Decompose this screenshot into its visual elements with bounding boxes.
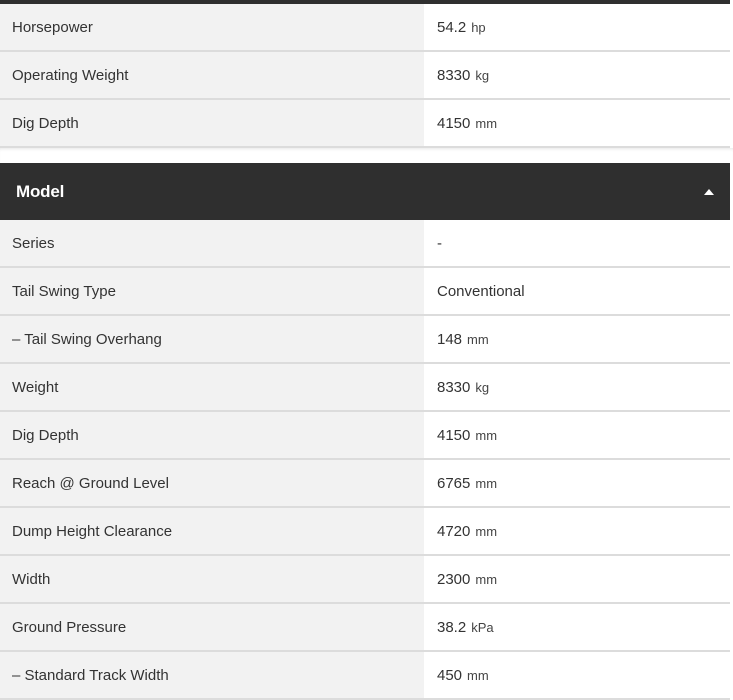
- spec-value-cell: [424, 364, 730, 410]
- spec-label: Series: [0, 220, 424, 266]
- spec-unit: mm: [467, 667, 489, 683]
- spec-value-cell: [424, 316, 730, 362]
- spec-value-cell: [424, 508, 730, 554]
- table-row: [0, 100, 730, 148]
- spec-value: 450: [437, 666, 463, 684]
- model-section-toggle[interactable]: [0, 163, 730, 220]
- spec-label: Tail Swing Type: [0, 268, 424, 314]
- table-row: [0, 364, 730, 412]
- spec-value: 6765: [437, 474, 471, 492]
- spec-label: Ground Pressure: [0, 604, 424, 650]
- caret-up-icon: [704, 189, 714, 195]
- spec-unit: hp: [471, 19, 486, 35]
- spec-label: Width: [0, 556, 424, 602]
- spec-value: 8330: [437, 66, 471, 84]
- spec-label: Horsepower: [0, 4, 424, 50]
- spec-label: Dig Depth: [0, 412, 424, 458]
- spec-value-cell: [424, 604, 730, 650]
- spec-value-cell: [424, 268, 730, 314]
- spec-value: 4150: [437, 114, 471, 132]
- spec-value-cell: [424, 556, 730, 602]
- spec-unit: mm: [475, 523, 498, 539]
- spec-unit: kg: [475, 67, 490, 83]
- spec-unit: kg: [475, 379, 490, 395]
- spec-value: Conventional: [437, 282, 525, 300]
- spec-value: 8330: [437, 378, 471, 396]
- spec-label: Operating Weight: [0, 52, 424, 98]
- spec-value-cell: [424, 412, 730, 458]
- spec-unit: mm: [475, 115, 498, 131]
- table-row: [0, 460, 730, 508]
- spec-value-cell: [424, 460, 730, 506]
- table-row: [0, 556, 730, 604]
- spec-label: Dig Depth: [0, 100, 424, 146]
- spec-value-cell: [424, 220, 730, 266]
- spec-label: Dump Height Clearance: [0, 508, 424, 554]
- spec-value: 2300: [437, 570, 471, 588]
- spec-value-cell: [424, 4, 730, 50]
- spec-label: – Tail Swing Overhang: [0, 316, 424, 362]
- section-title: Model: [16, 181, 65, 201]
- table-row: [0, 52, 730, 100]
- spec-label: – Standard Track Width: [0, 652, 424, 698]
- section-divider: [0, 148, 733, 163]
- spec-unit: mm: [475, 475, 498, 491]
- spec-unit: mm: [475, 571, 498, 587]
- spec-value: 4150: [437, 426, 471, 444]
- table-row: [0, 652, 730, 700]
- model-spec-table: [0, 220, 730, 700]
- spec-value: 38.2: [437, 618, 467, 636]
- spec-label: Weight: [0, 364, 424, 410]
- spec-value: 4720: [437, 522, 471, 540]
- spec-label: Reach @ Ground Level: [0, 460, 424, 506]
- table-row: [0, 4, 730, 52]
- spec-value-cell: [424, 100, 730, 146]
- table-row: [0, 268, 730, 316]
- table-row: [0, 316, 730, 364]
- summary-spec-table: [0, 4, 730, 148]
- table-row: [0, 220, 730, 268]
- spec-unit: mm: [467, 331, 489, 347]
- spec-value: 54.2: [437, 18, 467, 36]
- table-row: [0, 412, 730, 460]
- spec-unit: mm: [475, 427, 498, 443]
- table-row: [0, 508, 730, 556]
- table-row: [0, 604, 730, 652]
- spec-value-cell: [424, 652, 730, 698]
- spec-unit: kPa: [471, 619, 494, 635]
- spec-value-cell: [424, 52, 730, 98]
- spec-value: -: [437, 234, 442, 252]
- spec-value: 148: [437, 330, 463, 348]
